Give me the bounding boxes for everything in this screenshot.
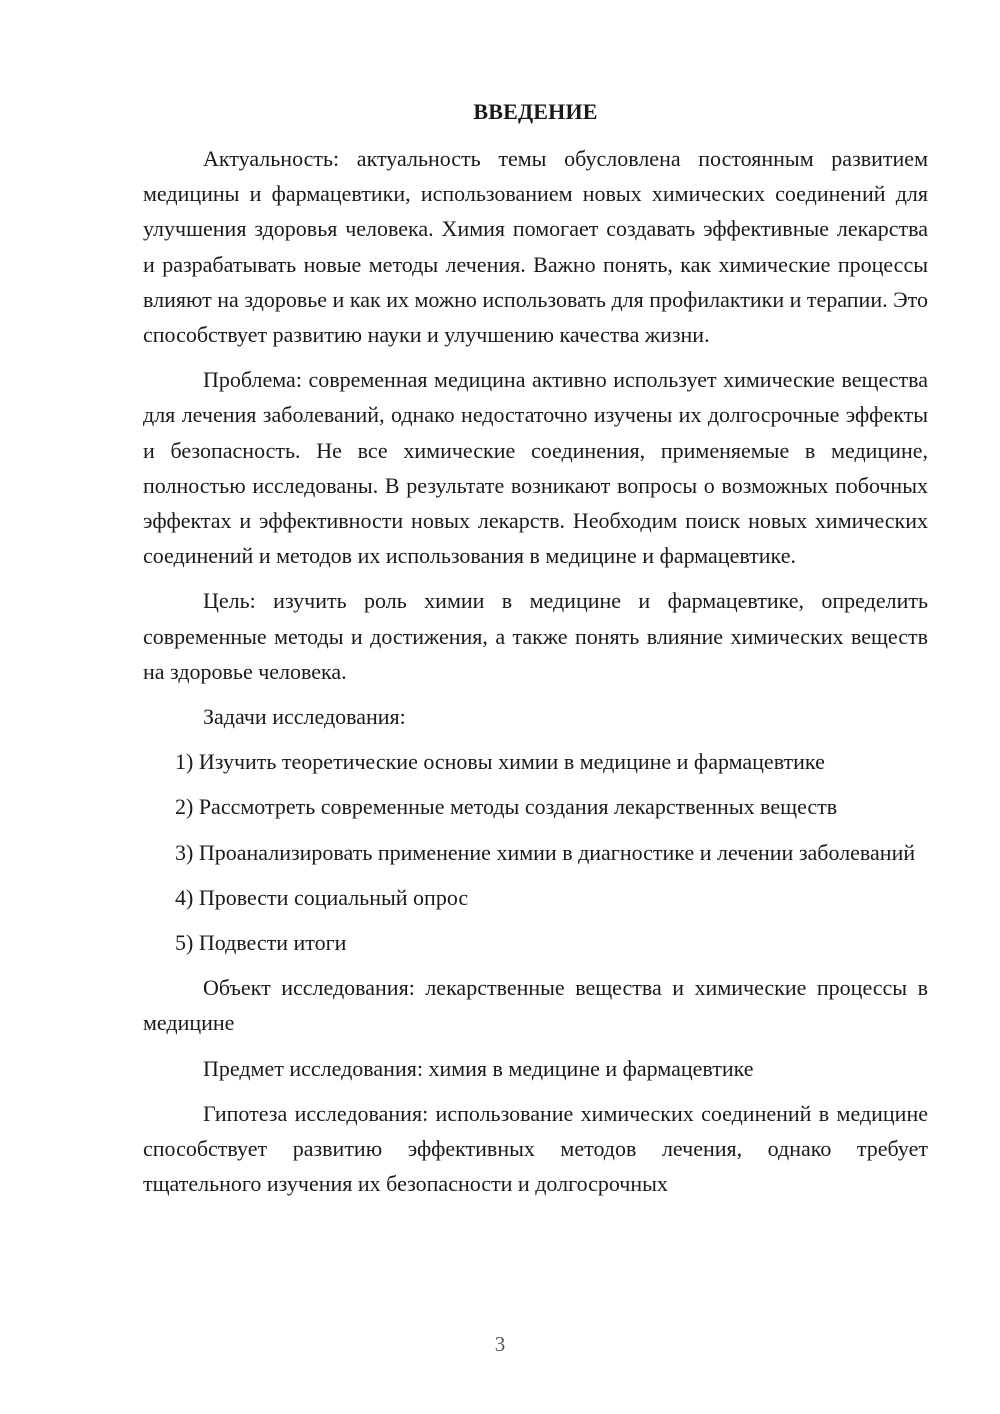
problem-paragraph: Проблема: современная медицина активно использует химические вещества для лечения заболеваний, однако недостаточно изучены их долгосрочные эффекты и безопасность. Не все химические соединения, применяемые в медицине, полностью исследованы. В результате возникают вопросы о возможных побочных эффектах и эффективности новых лекарств. Необходим поиск новых химических соединений и методов их использования в медицине и фармацевтике.: [143, 367, 928, 569]
goal-paragraph: Цель: изучить роль химии в медицине и фармацевтике, определить современные методы и достижения, а также понять влияние химических веществ на здоровье человека.: [143, 588, 928, 684]
tasks-heading: Задачи исследования:: [203, 704, 406, 730]
page-number: 3: [494, 1332, 506, 1356]
task-item-3: 3) Проанализировать применение химии в диагностике и лечении заболеваний: [175, 839, 916, 865]
section-title: ВВЕДЕНИЕ: [473, 99, 598, 124]
task-item-5: 5) Подвести итоги: [175, 930, 347, 956]
document-page: [143, 94, 928, 1211]
subject-paragraph: Предмет исследования: химия в медицине и фармацевтике: [203, 1055, 754, 1081]
relevance-paragraph: Актуальность: актуальность темы обусловлена постоянным развитием медицины и фармацевтики, использованием новых химических соединений для улучшения здоровья человека. Химия помогает создавать эффективные лекарства и разрабатывать новые методы лечения. Важно понять, как химические процессы влияют на здоровье и как их можно использовать для профилактики и терапии. Это способствует развитию науки и улучшению качества жизни.: [143, 146, 928, 348]
task-item-2: 2) Рассмотреть современные методы создания лекарственных веществ: [175, 794, 838, 820]
hypothesis-paragraph: Гипотеза исследования: использование химических соединений в медицине способствует развитию эффективных методов лечения, однако требует тщательного изучения их безопасности и долгосрочных: [143, 1100, 928, 1197]
object-paragraph: Объект исследования: лекарственные вещества и химические процессы в медицине: [143, 975, 928, 1036]
task-item-1: 1) Изучить теоретические основы химии в медицине и фармацевтике: [175, 749, 825, 775]
task-item-4: 4) Провести социальный опрос: [175, 884, 469, 910]
